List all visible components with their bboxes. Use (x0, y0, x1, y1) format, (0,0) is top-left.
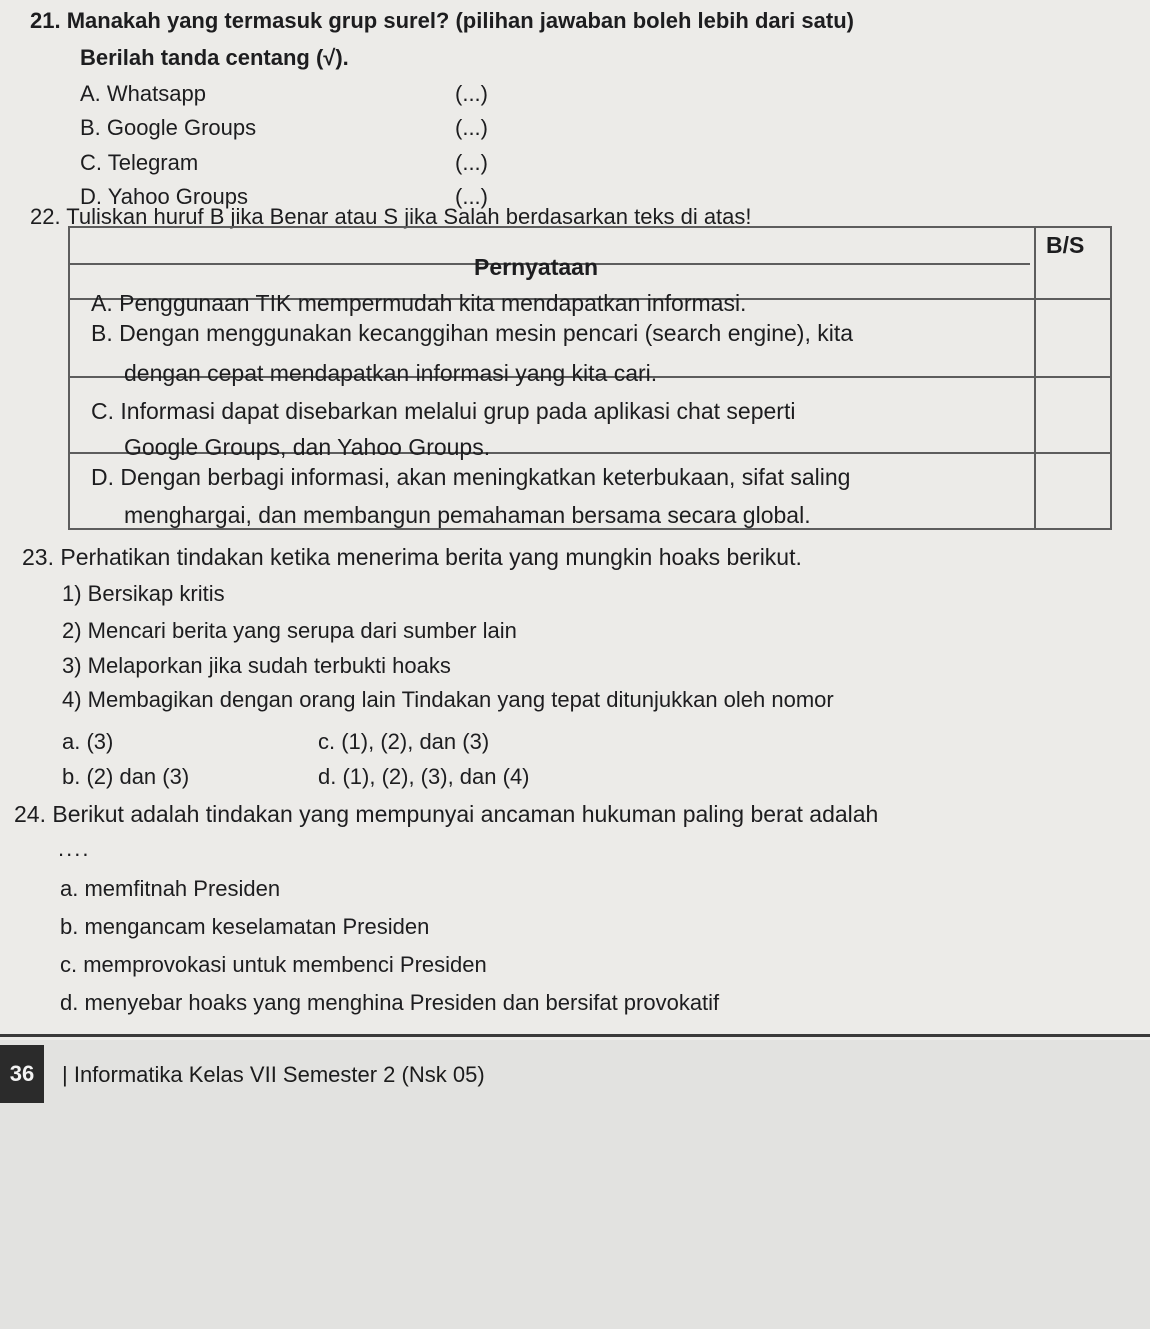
q21-option-b: B. Google Groups (80, 115, 257, 140)
q21-blank-d[interactable]: (...) (455, 184, 488, 209)
answer-cell-b[interactable] (1036, 376, 1110, 452)
table-row-d-line2: menghargai, dan membangun pemahaman bersama secara global. (124, 502, 811, 528)
answer-cell-c[interactable] (1036, 452, 1110, 528)
table-row-b-line1: B. Dengan menggunakan kecanggihan mesin pencari (search engine), kita (91, 320, 854, 346)
q23-choice-b[interactable]: b. (2) dan (3) (62, 764, 190, 789)
q23-question: 23. Perhatikan tindakan ketika menerima berita yang mungkin hoaks berikut. (22, 544, 802, 570)
q21-blank-a[interactable]: (...) (455, 81, 488, 106)
table-row-d-line1: D. Dengan berbagi informasi, akan meningkatkan keterbukaan, sifat saling (91, 464, 851, 490)
q24-question: 24. Berikut adalah tindakan yang mempunyai ancaman hukuman paling berat adalah (14, 801, 879, 827)
q21-blank-c[interactable]: (...) (455, 150, 488, 175)
q23-item-3: 3) Melaporkan jika sudah terbukti hoaks (62, 653, 451, 678)
table-row-c-line2: Google Groups, dan Yahoo Groups. (124, 434, 491, 460)
q23-item-4: 4) Membagikan dengan orang lain Tindakan yang tepat ditunjukkan oleh nomor (62, 687, 834, 712)
q24-choice-a[interactable]: a. memfitnah Presiden (60, 876, 281, 901)
q21-question: 21. Manakah yang termasuk grup surel? (pilihan jawaban boleh lebih dari satu) (30, 8, 854, 33)
q23-choice-d[interactable]: d. (1), (2), (3), dan (4) (318, 764, 530, 789)
table-row-a: A. Penggunaan TIK mempermudah kita mendapatkan informasi. (91, 290, 747, 316)
q23-item-2: 2) Mencari berita yang serupa dari sumber lain (62, 618, 517, 643)
table-header-bs: B/S (1046, 232, 1085, 258)
q21-option-a: A. Whatsapp (80, 81, 206, 106)
q24-choice-b[interactable]: b. mengancam keselamatan Presiden (60, 914, 430, 939)
q21-option-c: C. Telegram (80, 150, 199, 175)
q21-blank-b[interactable]: (...) (455, 115, 488, 140)
q24-choice-c[interactable]: c. memprovokasi untuk membenci Presiden (60, 952, 487, 977)
table-header-statement: Pernyataan (474, 254, 599, 280)
table-row-c-line1: C. Informasi dapat disebarkan melalui grup pada aplikasi chat seperti (91, 398, 796, 424)
table-row-b-line2: dengan cepat mendapatkan informasi yang kita cari. (124, 360, 658, 386)
q21-option-d: D. Yahoo Groups (80, 184, 248, 209)
q24-choice-d[interactable]: d. menyebar hoaks yang menghina Presiden dan bersifat provokatif (60, 990, 720, 1015)
q21-instruction: Berilah tanda centang (√). (80, 45, 349, 70)
q24-ellipsis: .... (58, 836, 91, 861)
book-title: | Informatika Kelas VII Semester 2 (Nsk 05) (62, 1062, 485, 1087)
q23-choice-a[interactable]: a. (3) (62, 729, 114, 754)
answer-cell-a[interactable] (1036, 298, 1110, 376)
page-number: 36 (0, 1045, 44, 1103)
q23-choice-c[interactable]: c. (1), (2), dan (3) (318, 729, 490, 754)
footer-rule-top (0, 1034, 1150, 1037)
q23-item-1: 1) Bersikap kritis (62, 581, 225, 606)
q22-question: 22. Tuliskan huruf B jika Benar atau S jika Salah berdasarkan teks di atas! (30, 204, 752, 229)
q22-table (68, 226, 1112, 530)
